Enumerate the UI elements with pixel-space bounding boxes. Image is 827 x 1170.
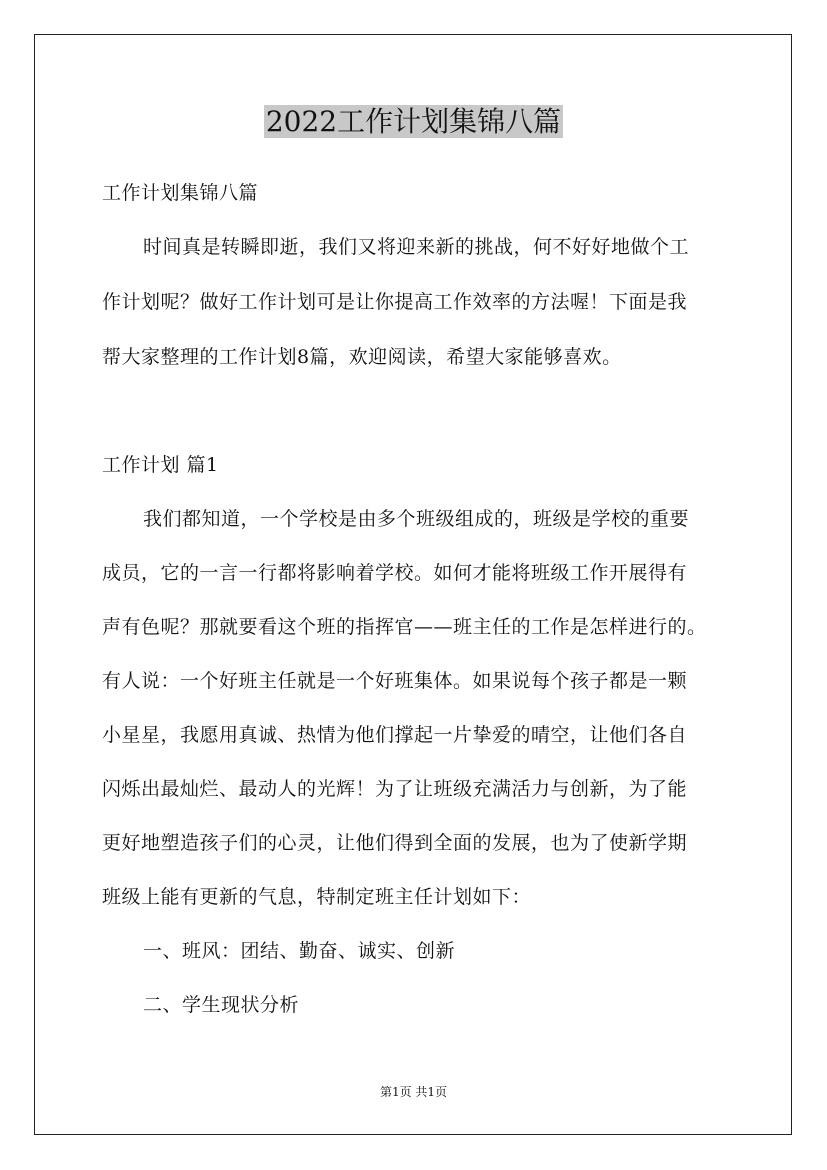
document-subtitle: 工作计划集锦八篇 [102,182,259,204]
intro-line: 作计划呢？做好工作计划可是让你提高工作效率的方法喔！下面是我 [102,291,688,313]
intro-line: 帮大家整理的工作计划8篇，欢迎阅读，希望大家能够喜欢。 [102,346,622,368]
section-heading: 工作计划 篇1 [102,454,219,476]
page-footer: 第1页 共1页 [379,1085,448,1099]
body-line: 成员，它的一言一行都将影响着学校。如何才能将班级工作开展得有 [102,562,688,584]
body-line: 小星星，我愿用真诚、热情为他们撑起一片挚爱的晴空，让他们各自 [102,724,688,746]
body-line: 我们都知道，一个学校是由多个班级组成的，班级是学校的重要 [143,508,690,530]
body-line: 班级上能有更新的气息，特制定班主任计划如下： [102,886,532,908]
body-line: 声有色呢？那就要看这个班的指挥官——班主任的工作是怎样进行的。 [102,616,707,638]
list-item: 一、班风：团结、勤奋、诚实、创新 [143,940,456,962]
document-title: 2022工作计划集锦八篇 [265,105,562,138]
body-line: 有人说：一个好班主任就是一个好班集体。如果说每个孩子都是一颗 [102,670,688,692]
intro-line: 时间真是转瞬即逝，我们又将迎来新的挑战，何不好好地做个工 [143,236,690,258]
body-line: 闪烁出最灿烂、最动人的光辉！为了让班级充满活力与创新，为了能 [102,778,688,800]
list-item: 二、学生现状分析 [143,994,300,1016]
body-line: 更好地塑造孩子们的心灵，让他们得到全面的发展，也为了使新学期 [102,832,688,854]
